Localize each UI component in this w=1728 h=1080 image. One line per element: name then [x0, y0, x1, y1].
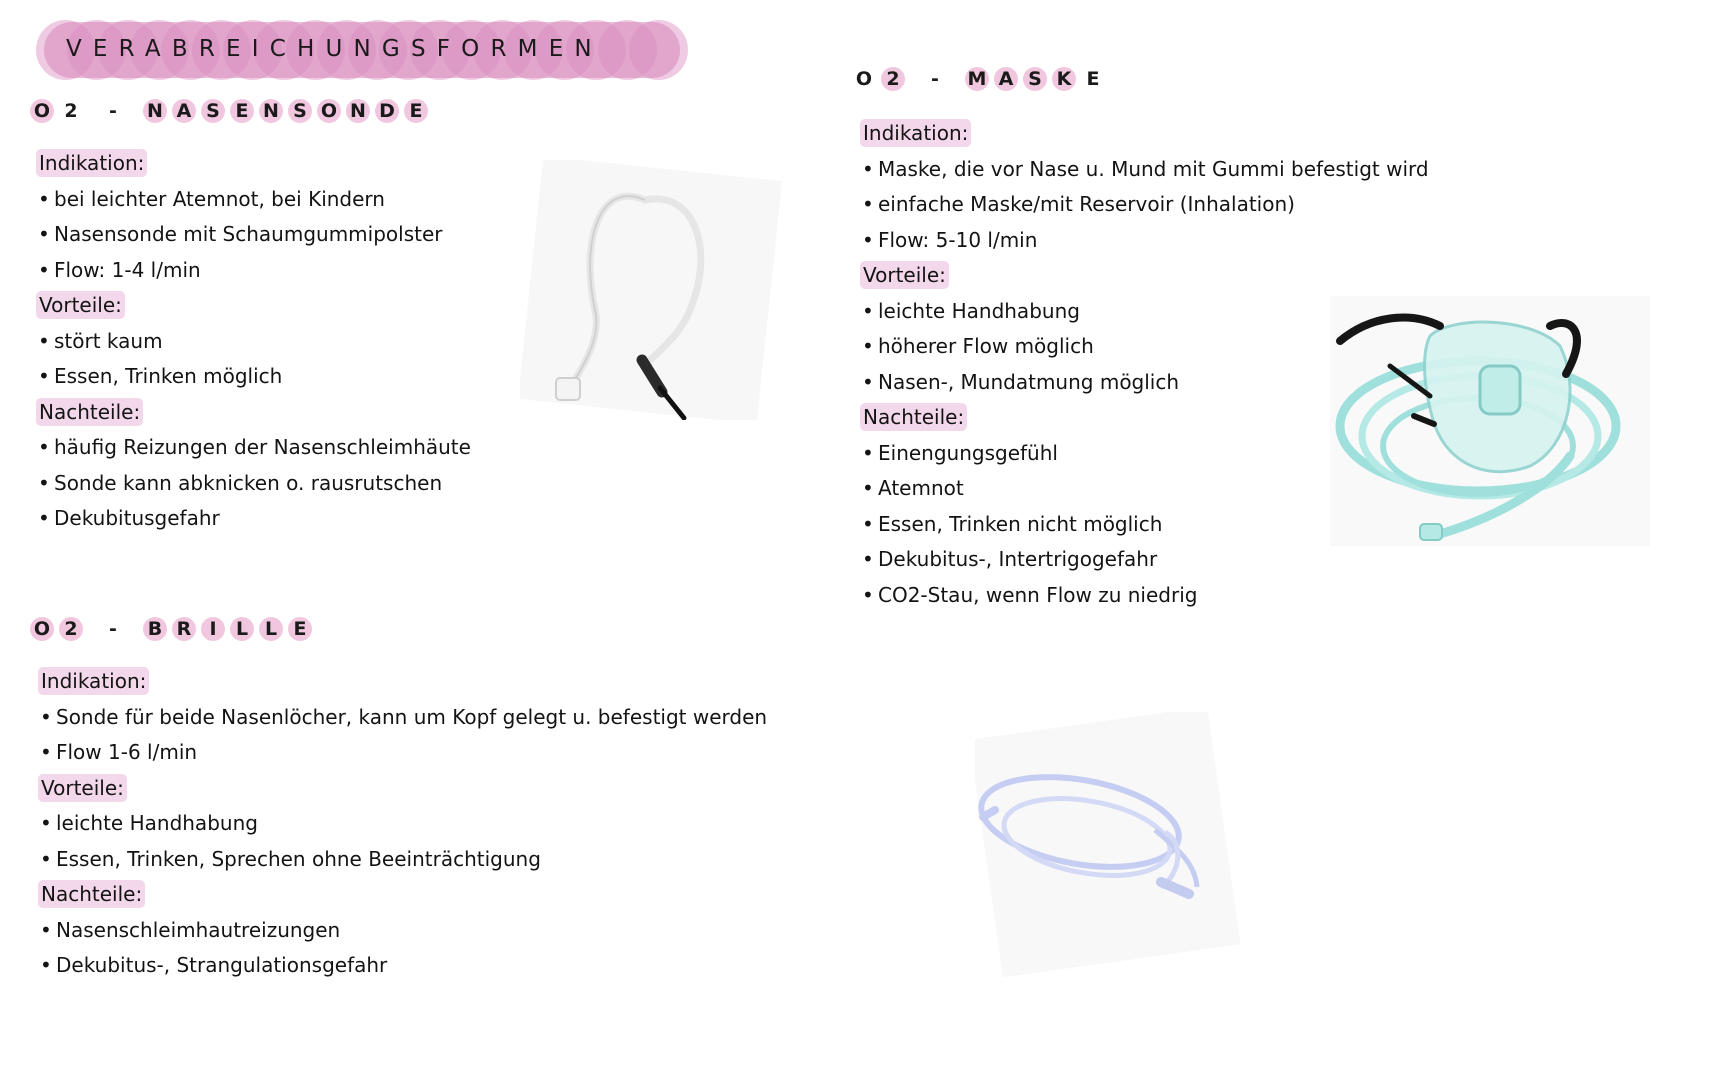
heading-letter: M [965, 67, 989, 91]
bullet-icon: • [38, 364, 50, 388]
list-item [40, 948, 767, 984]
item-text: stört kaum [54, 328, 163, 353]
bullet-icon: • [862, 511, 874, 536]
heading-letter: A [994, 67, 1018, 91]
block-nasensonde [38, 146, 471, 537]
bullet-icon: • [40, 917, 52, 942]
heading-letter: O [317, 99, 341, 123]
bullet-icon: • [40, 740, 52, 764]
item-text: Nasen-, Mundatmung möglich [878, 369, 1180, 394]
heading-letter: D [375, 99, 399, 123]
heading-letter: L [259, 617, 283, 641]
label-pros: Vorteile: [36, 291, 125, 319]
item-text: Flow 1-6 l/min [56, 740, 198, 764]
bullet-icon: • [38, 506, 50, 530]
list-item [40, 806, 767, 842]
list-item [38, 430, 471, 466]
label-cons: Nachteile: [36, 398, 143, 426]
nasal-probe-illustration [520, 160, 790, 420]
list-item [40, 700, 767, 736]
label-indication: Indikation: [36, 149, 147, 177]
list-item [40, 735, 767, 771]
bullet-icon: • [862, 476, 874, 500]
item-text: Dekubitusgefahr [54, 506, 220, 530]
heading-letter: B [143, 617, 167, 641]
bullet-icon: • [862, 298, 874, 323]
heading-letter [130, 617, 138, 641]
heading-letter [88, 99, 96, 123]
list-item [40, 842, 767, 878]
heading-letter: - [109, 100, 117, 122]
nasal-cannula-illustration [975, 712, 1245, 982]
list-item [38, 253, 471, 289]
list-item [40, 913, 767, 949]
bullet-icon: • [862, 334, 874, 358]
item-text: Flow: 1-4 l/min [54, 257, 201, 282]
bullet-icon: • [862, 227, 874, 252]
label-pros: Vorteile: [860, 261, 949, 289]
heading-letter: N [346, 99, 370, 123]
item-text: Atemnot [878, 476, 964, 500]
item-text: leichte Handhabung [878, 298, 1080, 323]
item-text: Essen, Trinken, Sprechen ohne Beeinträchtigung [56, 846, 541, 871]
list-item [38, 217, 471, 253]
item-text: Flow: 5-10 l/min [878, 227, 1038, 252]
list-item [38, 324, 471, 360]
heading-letter: 2 [64, 100, 78, 122]
heading-letter: N [143, 99, 167, 123]
bullet-icon: • [38, 186, 50, 211]
heading-letter: - [931, 68, 939, 90]
heading-letter: E [404, 99, 428, 123]
heading-letter: R [172, 617, 196, 641]
bullet-icon: • [862, 192, 874, 216]
bullet-icon: • [38, 435, 50, 459]
item-text: bei leichter Atemnot, bei Kindern [54, 186, 385, 211]
heading-letter [88, 617, 96, 641]
item-text: Essen, Trinken möglich [54, 364, 283, 388]
list-item [38, 182, 471, 218]
heading-letter: E [1086, 68, 1100, 90]
item-text: einfache Maske/mit Reservoir (Inhalation) [878, 192, 1295, 216]
bullet-icon: • [40, 953, 52, 977]
list-item [862, 187, 1429, 223]
main-title-text: VERABREICHUNGSFORMEN [66, 36, 603, 62]
item-text: Dekubitus-, Strangulationsgefahr [56, 953, 388, 977]
heading-letter: K [1052, 67, 1076, 91]
heading-letter: 2 [59, 617, 83, 641]
heading-letter: N [259, 99, 283, 123]
oxygen-mask-illustration [1330, 296, 1650, 556]
list-item [862, 223, 1429, 259]
heading-letter: O [30, 99, 54, 123]
item-text: Nasensonde mit Schaumgummipolster [54, 222, 443, 246]
label-cons: Nachteile: [860, 403, 967, 431]
heading-letter: L [230, 617, 254, 641]
bullet-icon: • [862, 582, 874, 607]
item-text: Einengungsgefühl [878, 440, 1058, 465]
heading-letter: E [230, 99, 254, 123]
heading-letter: S [201, 99, 225, 123]
item-text: Sonde für beide Nasenlöcher, kann um Kopf gelegt u. befestigt werden [56, 704, 768, 729]
bullet-icon: • [40, 846, 52, 871]
bullet-icon: • [862, 547, 874, 571]
bullet-icon: • [40, 704, 52, 729]
heading-letter: S [288, 99, 312, 123]
item-text: Nasenschleimhautreizungen [56, 917, 341, 942]
item-text: häufig Reizungen der Nasenschleimhäute [54, 435, 471, 459]
list-item [38, 501, 471, 537]
heading-letter [910, 67, 918, 91]
item-text: Dekubitus-, Intertrigogefahr [878, 547, 1158, 571]
bullet-icon: • [38, 470, 50, 495]
label-indication: Indikation: [38, 667, 149, 695]
label-pros: Vorteile: [38, 774, 127, 802]
main-title [44, 18, 680, 80]
heading-letter: S [1023, 67, 1047, 91]
heading-letter: I [201, 617, 225, 641]
heading-letter: 2 [881, 67, 905, 91]
bullet-icon: • [40, 811, 52, 835]
item-text: Essen, Trinken nicht möglich [878, 511, 1163, 536]
heading-letter: A [172, 99, 196, 123]
heading-nasensonde [30, 96, 433, 126]
list-item [862, 578, 1429, 614]
heading-letter: O [30, 617, 54, 641]
list-item [862, 152, 1429, 188]
item-text: leichte Handhabung [56, 811, 258, 835]
bullet-icon: • [38, 222, 50, 246]
label-indication: Indikation: [860, 119, 971, 147]
list-item [38, 466, 471, 502]
bullet-icon: • [38, 328, 50, 353]
list-item [38, 359, 471, 395]
bullet-icon: • [862, 156, 874, 181]
heading-letter [130, 99, 138, 123]
item-text: höherer Flow möglich [878, 334, 1094, 358]
block-brille [40, 664, 767, 984]
item-text: Sonde kann abknicken o. rausrutschen [54, 470, 443, 495]
heading-letter: - [109, 618, 117, 640]
bullet-icon: • [38, 257, 50, 282]
item-text: Maske, die vor Nase u. Mund mit Gummi befestigt wird [878, 156, 1429, 181]
heading-maske [852, 64, 1110, 94]
heading-brille [30, 614, 317, 644]
heading-letter: E [288, 617, 312, 641]
label-cons: Nachteile: [38, 880, 145, 908]
bullet-icon: • [862, 440, 874, 465]
heading-letter: O [855, 68, 873, 90]
bullet-icon: • [862, 369, 874, 394]
heading-letter [952, 67, 960, 91]
item-text: CO2-Stau, wenn Flow zu niedrig [878, 582, 1198, 607]
